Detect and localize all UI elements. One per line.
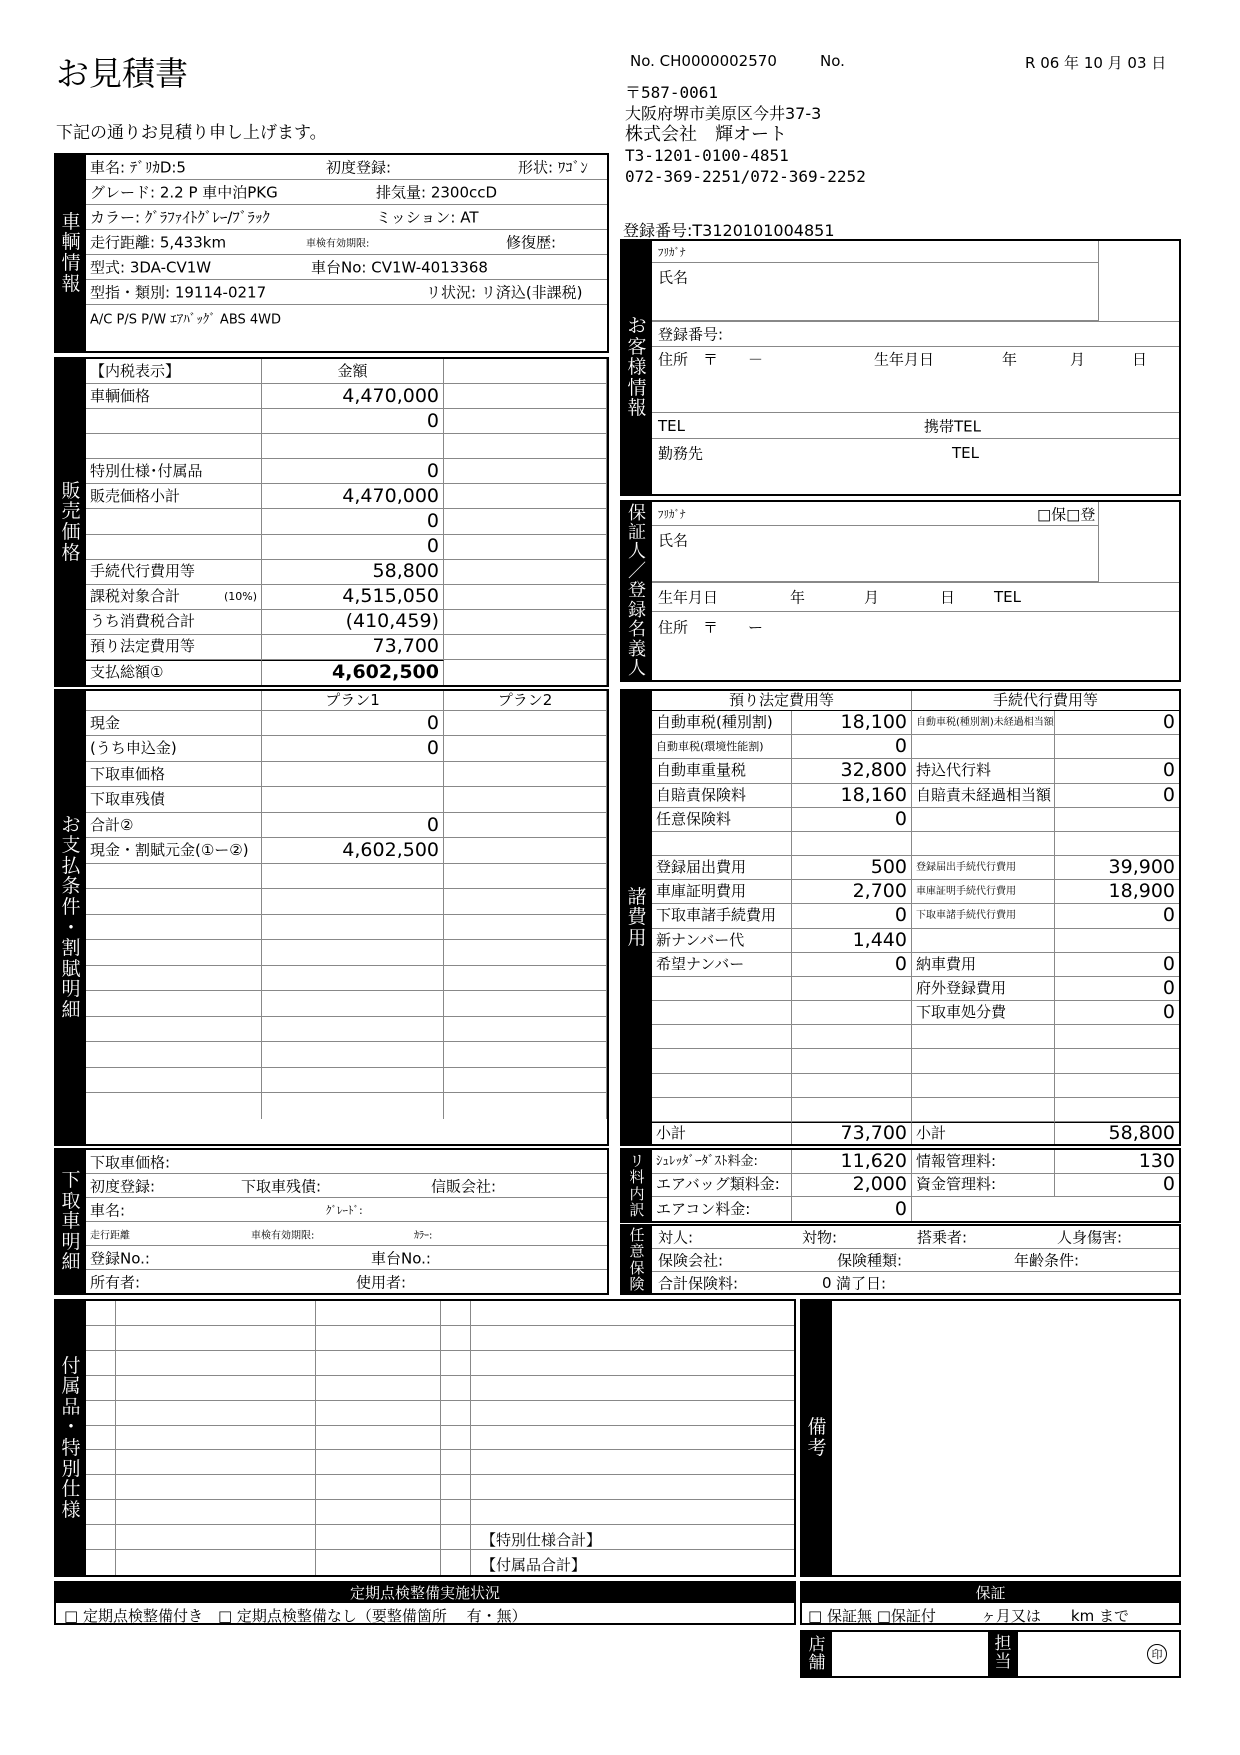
vehicle-repair: 修復歴: [506,233,557,252]
accessory-cell [116,1401,316,1426]
remarks-section [800,1299,1181,1577]
sales-row-label: 販売価格小計 [86,484,262,509]
sales-header-label: 【内税表示】 [86,359,262,384]
payment-plan2-header: プラン2 [444,691,607,711]
special-total-label: 【特別仕様合計】 [481,1531,602,1549]
accessories-side-label: 付 属 品 ・ 特 別 仕 様 [56,1301,86,1575]
warranty-header: 保証 [802,1583,1179,1603]
fee-empty-cell [1055,1025,1179,1049]
sales-row-value: 0 [262,409,444,434]
accessory-cell [86,1500,116,1525]
sales-row-value: 0 [262,459,444,484]
fee-empty-cell [792,1049,912,1073]
sales-row-label [86,434,262,459]
payment-row-label: 現金・割賦元金(①ー②) [86,838,262,863]
fee-right-value: 0 [1055,904,1179,928]
payment-section [54,689,609,1146]
sales-row-value [262,434,444,459]
accessory-cell [471,1426,794,1451]
fee-left-label [652,832,792,856]
accessory-cell [471,1301,794,1326]
guarantor-birth-year: 年 [790,588,806,607]
maintenance-header: 定期点検整備実施状況 [56,1583,794,1603]
remarks-side-label: 備 考 [802,1301,832,1575]
vehicle-inspection: 車検有効期限: [306,238,370,250]
fee-right-label: 持込代行料 [912,759,1055,783]
sales-row-label: 車輌価格 [86,384,262,409]
accessory-cell [471,1326,794,1351]
accessory-cell [471,1500,794,1525]
customer-birth-month: 月 [1070,350,1086,369]
guarantor-address-label: 住所 〒 ー [658,618,764,637]
insurance-total-value: 0 [822,1273,832,1292]
fee-subtotal-right-value: 58,800 [1055,1122,1179,1144]
insurance-total-label: 合計保険料: [658,1274,739,1292]
guarantor-tel-label: TEL [994,588,1021,606]
accessory-cell [86,1525,116,1550]
guarantor-birth-month: 月 [864,588,880,607]
accessory-cell [441,1500,471,1525]
accessory-cell [86,1426,116,1451]
sales-row-label: うち消費税合計 [86,610,262,635]
sales-row-label: 課税対象合計 (10%) [86,585,262,610]
customer-birth-year: 年 [1002,350,1018,369]
fee-left-label: 自動車重量税 [652,759,792,783]
fee-subtotal-left-label: 小計 [652,1122,792,1144]
accessory-cell [441,1525,471,1550]
payment-row-label: 現金 [86,711,262,736]
customer-side-label: お 客 様 情 報 [622,241,652,494]
sales-price-section [54,357,609,687]
sales-total-label: 支払総額① [86,660,262,685]
accessory-cell [471,1475,794,1500]
tradein-section [54,1148,609,1295]
fee-left-value: 2,700 [792,880,912,904]
guarantor-side-label: 保 証 人 ／ 登 録 名 義 人 [622,502,652,680]
vehicle-mileage: 走行距離: 5,433km [90,233,227,252]
fee-right-label: 登録届出手続代行費用 [912,856,1055,880]
vehicle-first-reg: 初度登録: [326,158,392,177]
vehicle-chassis: 車台No: CV1W-4013368 [311,258,488,277]
recycle-airbag-label: エアバッグ類料金: [652,1174,792,1198]
fee-left-value [792,977,912,1001]
fee-left-value: 32,800 [792,759,912,783]
maintenance-options[interactable]: □ 定期点検整備付き □ 定期点検整備なし（要整備箇所 有・無） [64,1607,527,1625]
fee-left-label: 下取車諸手続費用 [652,904,792,928]
guarantor-section [620,500,1181,682]
accessory-cell [316,1475,441,1500]
fee-right-label: 府外登録費用 [912,977,1055,1001]
sales-row-value: 4,470,000 [262,384,444,409]
recycle-fund-value: 0 [1055,1174,1179,1198]
accessory-cell [441,1351,471,1376]
fee-empty-cell [792,1025,912,1049]
dealer-reg: T3-1201-0100-4851 [625,146,789,165]
payment-row-label: 下取車価格 [86,762,262,787]
tradein-credit: 信販会社: [431,1177,497,1195]
fee-left-value [792,832,912,856]
fee-empty-cell [792,1074,912,1098]
dealer-tel: 072-369-2251/072-369-2252 [625,167,866,186]
insurance-injury: 人身傷害: [1057,1228,1123,1247]
payment-plan1-header: プラン1 [262,691,444,711]
recycle-shredder-label: ｼｭﾚｯﾀﾞｰﾀﾞｽﾄ料金: [652,1150,792,1174]
fee-empty-cell [652,1074,792,1098]
dealer-info [625,82,866,187]
fee-right-label [912,832,1055,856]
sales-side-label: 販 売 価 格 [56,359,86,685]
sales-row-value: 58,800 [262,560,444,585]
insurance-age: 年齢条件: [1014,1251,1080,1270]
sales-row-value: 4,515,050 [262,585,444,610]
accessory-cell [116,1525,316,1550]
payment-side-label: お 支 払 条 件 ・ 割 賦 明 細 [56,691,86,1144]
sales-row-value: 0 [262,535,444,560]
fee-right-value: 0 [1055,784,1179,808]
fee-left-value: 18,100 [792,711,912,735]
payment-row-label: (うち申込金) [86,736,262,761]
tradein-chassis: 車台No.: [371,1249,431,1267]
tradein-debt: 下取車残債: [241,1177,322,1195]
vehicle-displacement: 排気量: 2300ccD [376,183,498,202]
accessory-cell [316,1450,441,1475]
recycle-shredder-value: 11,620 [792,1150,912,1174]
fee-empty-cell [1055,1098,1179,1122]
fee-left-value: 1,440 [792,929,912,953]
accessory-cell [86,1550,116,1575]
fees-section [620,689,1181,1146]
fee-right-label [912,735,1055,759]
customer-address-label: 住所 〒 － [658,350,764,369]
sales-row-label [86,535,262,560]
tradein-user: 使用者: [356,1273,407,1291]
fee-right-label: 納車費用 [912,953,1055,977]
dealer-postal: 〒587-0061 [625,83,719,102]
sales-row-value: 0 [262,509,444,534]
fees-header-left: 預り法定費用等 [652,691,912,711]
fee-left-value: 500 [792,856,912,880]
fees-header-right: 手続代行費用等 [912,691,1179,711]
fee-left-label: 自賠責保険料 [652,784,792,808]
customer-work-tel-label: TEL [952,444,979,462]
insurance-person: 対人: [658,1228,694,1247]
fees-side-label: 諸 費 用 [622,691,652,1144]
tradein-first-reg: 初度登録: [90,1177,156,1195]
warranty-section [800,1581,1181,1625]
accessory-cell [441,1301,471,1326]
vehicle-color: カラー: ｸﾞﾗﾌｧｲﾄｸﾞﾚｰ/ﾌﾞﾗｯｸ [90,208,270,227]
customer-reg-label: 登録番号: [658,325,724,344]
fee-right-value [1055,929,1179,953]
accessory-cell [471,1450,794,1475]
sales-header-amount: 金額 [262,359,444,384]
customer-birth-label: 生年月日 [874,350,935,369]
accessory-cell [441,1450,471,1475]
payment-row-value: 0 [262,813,444,838]
tradein-grade: ｸﾞﾚｰﾄﾞ: [326,1203,363,1217]
sales-row-label: 特別仕様･付属品 [86,459,262,484]
accessory-cell [86,1351,116,1376]
insurance-kind: 保険種類: [837,1251,903,1270]
payment-row-value [262,762,444,787]
vehicle-mission: ミッション: AT [376,208,479,227]
accessory-cell [116,1500,316,1525]
fee-empty-cell [1055,1049,1179,1073]
sales-row-value: 73,700 [262,635,444,660]
vehicle-section [54,153,609,353]
fee-subtotal-right-label: 小計 [912,1122,1055,1144]
insurance-object: 対物: [802,1228,838,1247]
accessory-cell [471,1401,794,1426]
customer-furigana: ﾌﾘｶﾞﾅ [658,245,686,259]
dealer-name: 株式会社 輝オート [625,124,787,145]
sales-total-value: 4,602,500 [262,660,444,685]
recycle-aircon-label: エアコン料金: [652,1197,792,1221]
fee-empty-cell [912,1098,1055,1122]
tradein-car-name: 車名: [90,1201,126,1219]
recycle-aircon-value: 0 [792,1197,912,1221]
guarantor-furigana: ﾌﾘｶﾞﾅ [658,507,686,521]
accessory-cell [316,1550,441,1575]
customer-work-label: 勤務先 [658,444,704,463]
recycle-section [620,1148,1181,1223]
accessory-cell [86,1326,116,1351]
payment-row-label: 下取車残債 [86,787,262,812]
fee-right-label: 車庫証明手続代行費用 [912,880,1055,904]
accessory-cell [86,1475,116,1500]
sales-row-value: 4,470,000 [262,484,444,509]
fee-empty-cell [912,1049,1055,1073]
fee-right-label [912,808,1055,832]
accessories-section [54,1299,796,1577]
estimate-number: No. CH0000002570 [630,52,777,70]
fee-left-value: 0 [792,735,912,759]
vehicle-recycle-status: リ状況: リ済込(非課税) [426,283,583,302]
sales-row-label [86,409,262,434]
fee-left-label: 車庫証明費用 [652,880,792,904]
accessory-cell [116,1475,316,1500]
accessory-cell [441,1401,471,1426]
estimate-date: R 06 年 10 月 03 日 [1025,54,1167,72]
accessory-cell [116,1351,316,1376]
customer-section [620,239,1181,496]
fee-empty-cell [652,1025,792,1049]
accessory-cell [116,1426,316,1451]
fee-left-value [792,1001,912,1025]
fee-right-value: 18,900 [1055,880,1179,904]
payment-row-value: 4,602,500 [262,838,444,863]
fee-right-label: 下取車諸手続代行費用 [912,904,1055,928]
accessory-cell [86,1376,116,1401]
sales-row-value: (410,459) [262,610,444,635]
tradein-side-label: 下 取 車 明 細 [56,1150,86,1293]
staff-label: 担 当 [988,1632,1018,1676]
accessory-cell [116,1376,316,1401]
guarantor-checkbox[interactable]: □保□登 [1037,505,1096,523]
customer-mobile-label: 携帯TEL [924,417,981,435]
customer-name-label: 氏名 [658,268,689,287]
vehicle-type-number: 型指・類別: 19114-0217 [90,283,267,302]
dealer-invoice-number: 登録番号:T3120101004851 [623,221,835,240]
accessory-cell [116,1301,316,1326]
guarantor-birth-day: 日 [940,588,956,607]
accessory-cell [441,1550,471,1575]
accessory-cell [316,1351,441,1376]
accessory-cell [86,1301,116,1326]
sales-row-label: 預り法定費用等 [86,635,262,660]
customer-tel-label: TEL [658,416,685,435]
payment-row-value [262,787,444,812]
accessory-cell [441,1376,471,1401]
accessory-cell [316,1376,441,1401]
accessory-cell [86,1450,116,1475]
tradein-color: ｶﾗｰ: [414,1230,433,1241]
recycle-fund-label: 資金管理料: [912,1174,1055,1198]
vehicle-shape: 形状: ﾜｺﾞﾝ [518,158,588,177]
fee-left-label [652,977,792,1001]
seal-stamp-icon: 印 [1147,1644,1167,1664]
fee-right-label [912,929,1055,953]
fee-right-value: 0 [1055,977,1179,1001]
fee-left-value: 18,160 [792,784,912,808]
fee-right-value [1055,735,1179,759]
recycle-airbag-value: 2,000 [792,1174,912,1198]
fee-right-label: 自賠責未経過相当額 [912,784,1055,808]
fee-subtotal-left-value: 73,700 [792,1122,912,1144]
fee-right-value: 0 [1055,1001,1179,1025]
tradein-reg-no: 登録No.: [90,1249,150,1267]
accessory-cell [441,1426,471,1451]
recycle-side-label: リ 料 内 訳 [622,1150,652,1221]
guarantor-name-label: 氏名 [658,531,689,550]
page-title: お見積書 [56,54,188,93]
accessory-cell [316,1326,441,1351]
fee-right-value: 0 [1055,711,1179,735]
maintenance-section [54,1581,796,1625]
sales-row-label: 手続代行費用等 [86,560,262,585]
accessory-cell [116,1450,316,1475]
fee-left-label: 自動車税(環境性能割) [652,735,792,759]
recycle-info-label: 情報管理料: [912,1150,1055,1174]
fee-right-value: 0 [1055,759,1179,783]
tradein-inspection: 車検有効期限: [251,1230,315,1241]
accessory-cell [316,1301,441,1326]
vehicle-grade: グレード: 2.2 P 車中泊PKG [90,183,278,202]
fee-left-value: 0 [792,953,912,977]
fee-left-value: 0 [792,904,912,928]
vehicle-side-label: 車 輌 情 報 [56,155,86,351]
accessory-cell [116,1326,316,1351]
accessory-cell [441,1326,471,1351]
dealer-address: 大阪府堺市美原区今井37-3 [625,104,822,123]
fee-right-value [1055,808,1179,832]
fee-left-label: 新ナンバー代 [652,929,792,953]
guarantor-birth-label: 生年月日 [658,588,719,607]
tradein-mileage: 走行距離 [90,1230,130,1241]
fee-right-label: 下取車処分費 [912,1001,1055,1025]
fee-left-label: 自動車税(種別割) [652,711,792,735]
accessory-cell [316,1426,441,1451]
intro-text: 下記の通りお見積り申し上げます。 [56,123,327,143]
fee-empty-cell [652,1098,792,1122]
fee-empty-cell [912,1074,1055,1098]
insurance-passenger: 搭乗者: [917,1228,968,1247]
payment-row-value: 0 [262,736,444,761]
insurance-section [620,1224,1181,1295]
fee-empty-cell [652,1049,792,1073]
warranty-options[interactable]: □ 保証無 □保証付 ヶ月又は km まで [808,1607,1129,1625]
accessory-cell [316,1500,441,1525]
fee-left-label: 希望ナンバー [652,953,792,977]
payment-row-label: 合計② [86,813,262,838]
fee-left-label: 登録届出費用 [652,856,792,880]
customer-birth-day: 日 [1132,350,1148,369]
fee-left-value: 0 [792,808,912,832]
accessory-cell [116,1550,316,1575]
fee-empty-cell [1055,1074,1179,1098]
accessory-cell [316,1525,441,1550]
tradein-owner: 所有者: [90,1273,141,1291]
recycle-info-value: 130 [1055,1150,1179,1174]
accessory-cell [86,1401,116,1426]
fee-empty-cell [912,1025,1055,1049]
fee-right-label: 自動車税(種別割)未経過相当額 [912,711,1055,735]
shop-label: 店 舗 [802,1632,832,1676]
payment-row-value: 0 [262,711,444,736]
fee-right-value [1055,832,1179,856]
insurance-company: 保険会社: [658,1251,724,1270]
second-number: No. [820,52,845,70]
accessory-cell [471,1351,794,1376]
accessory-cell [441,1475,471,1500]
shop-staff-section [800,1630,1181,1678]
insurance-side-label: 任 意 保 険 [622,1226,652,1293]
fee-left-label [652,1001,792,1025]
vehicle-equipment: A/C P/S P/W ｴｱﾊﾞｯｸﾞ ABS 4WD [90,312,282,327]
fee-left-label: 任意保険料 [652,808,792,832]
fee-empty-cell [792,1098,912,1122]
vehicle-name: 車名: ﾃﾞﾘｶD:5 [90,158,186,177]
tradein-price-label: 下取車価格: [90,1153,171,1171]
fee-right-value: 0 [1055,953,1179,977]
fee-right-value: 39,900 [1055,856,1179,880]
sales-row-label [86,509,262,534]
accessory-cell [316,1401,441,1426]
accessory-total-label: 【付属品合計】 [481,1556,587,1574]
vehicle-model: 型式: 3DA-CV1W [90,258,212,277]
insurance-expiry: 満了日: [836,1274,887,1292]
accessory-cell [471,1376,794,1401]
